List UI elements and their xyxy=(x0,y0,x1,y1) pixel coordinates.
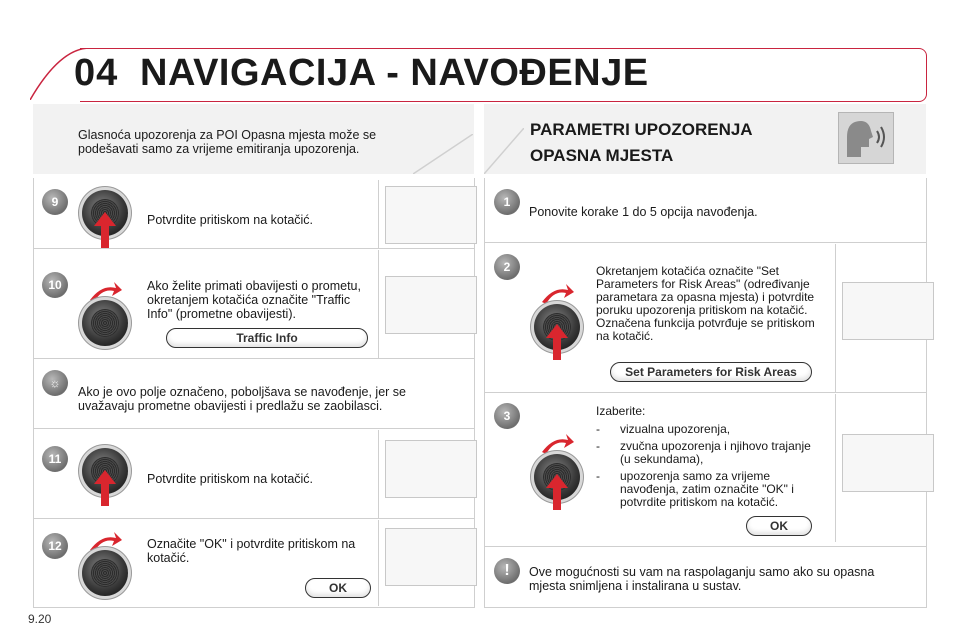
page-title: NAVIGACIJA - NAVOĐENJE xyxy=(140,52,649,94)
step-badge-9: 9 xyxy=(42,189,68,215)
voice-alert-icon xyxy=(838,112,894,164)
chapter-number: 04 xyxy=(74,52,119,94)
dash: - xyxy=(596,439,600,453)
step-3-intro: Izaberite: xyxy=(596,404,646,418)
step-9-text: Potvrdite pritiskom na kotačić. xyxy=(147,213,314,227)
section-title-line1: PARAMETRI UPOZORENJA xyxy=(530,120,753,139)
step-12-text: Označite "OK" i potvrdite pritiskom na kotačić. xyxy=(147,537,356,565)
radio-unit-illustration xyxy=(842,434,934,492)
step-1-text: Ponovite korake 1 do 5 opcija navođenja. xyxy=(529,205,758,219)
radio-unit-illustration xyxy=(842,282,934,340)
rotate-arrow-icon xyxy=(540,282,576,306)
left-intro-text: Glasnoća upozorenja za POI Opasna mjesta može se podešavati samo za vrijeme emitiranja upozorenja. xyxy=(78,128,377,156)
step-11-text: Potvrdite pritiskom na kotačić. xyxy=(147,472,314,486)
corner-fold-decoration xyxy=(413,134,473,174)
warning-text: Ove mogućnosti su vam na raspolaganju samo ako su opasna mjesta snimljena i instalirana u sustav. xyxy=(529,565,875,593)
step-badge-10: 10 xyxy=(42,272,68,298)
radio-unit-illustration xyxy=(385,186,477,244)
step-badge-12: 12 xyxy=(42,533,68,559)
corner-fold-decoration xyxy=(484,128,524,174)
rotate-arrow-icon xyxy=(540,432,576,456)
radio-unit-illustration xyxy=(385,528,477,586)
press-arrow-icon xyxy=(90,210,120,250)
step-badge-2: 2 xyxy=(494,254,520,280)
step-2-text: Okretanjem kotačića označite "Set Parameters for Risk Areas" (određivanje parametara za opasna mjesta) i potvrdite poruku upozorenja pritiskom na kotačić. Označena funkcija potvrđuje se pritiskom na kotačić. xyxy=(596,264,815,343)
step-badge-11: 11 xyxy=(42,446,68,472)
ok-button-right[interactable]: OK xyxy=(746,516,812,536)
step-3-item-3: upozorenja samo za vrijeme navođenja, zatim označite "OK" i potvrdite pritiskom na kotačić. xyxy=(620,469,794,509)
press-arrow-icon xyxy=(542,472,572,512)
warning-icon: ! xyxy=(494,558,520,584)
section-title-line2: OPASNA MJESTA xyxy=(530,146,674,165)
step-badge-1: 1 xyxy=(494,189,520,215)
step-10-text: Ako želite primati obavijesti o prometu, okretanjem kotačića označite "Traffic Info" (prometne obavijesti). xyxy=(147,279,361,321)
step-badge-3: 3 xyxy=(494,403,520,429)
tip-text: Ako je ovo polje označeno, poboljšava se navođenje, jer se uvažavaju prometne obavijesti i predlažu se zaobilasci. xyxy=(78,385,406,413)
ok-button-left[interactable]: OK xyxy=(305,578,371,598)
press-arrow-icon xyxy=(542,322,572,362)
rotary-knob xyxy=(82,550,128,596)
set-parameters-button[interactable]: Set Parameters for Risk Areas xyxy=(610,362,812,382)
step-3-item-2: zvučna upozorenja i njihovo trajanje (u sekundama), xyxy=(620,439,811,466)
dash: - xyxy=(596,422,600,436)
traffic-info-button[interactable]: Traffic Info xyxy=(166,328,368,348)
radio-unit-illustration xyxy=(385,276,477,334)
press-arrow-icon xyxy=(90,468,120,508)
page-number: 9.20 xyxy=(28,612,52,626)
tip-sun-icon: ☼ xyxy=(42,370,68,396)
radio-unit-illustration xyxy=(385,440,477,498)
rotary-knob xyxy=(82,300,128,346)
step-3-item-1: vizualna upozorenja, xyxy=(620,422,731,436)
dash: - xyxy=(596,469,600,483)
